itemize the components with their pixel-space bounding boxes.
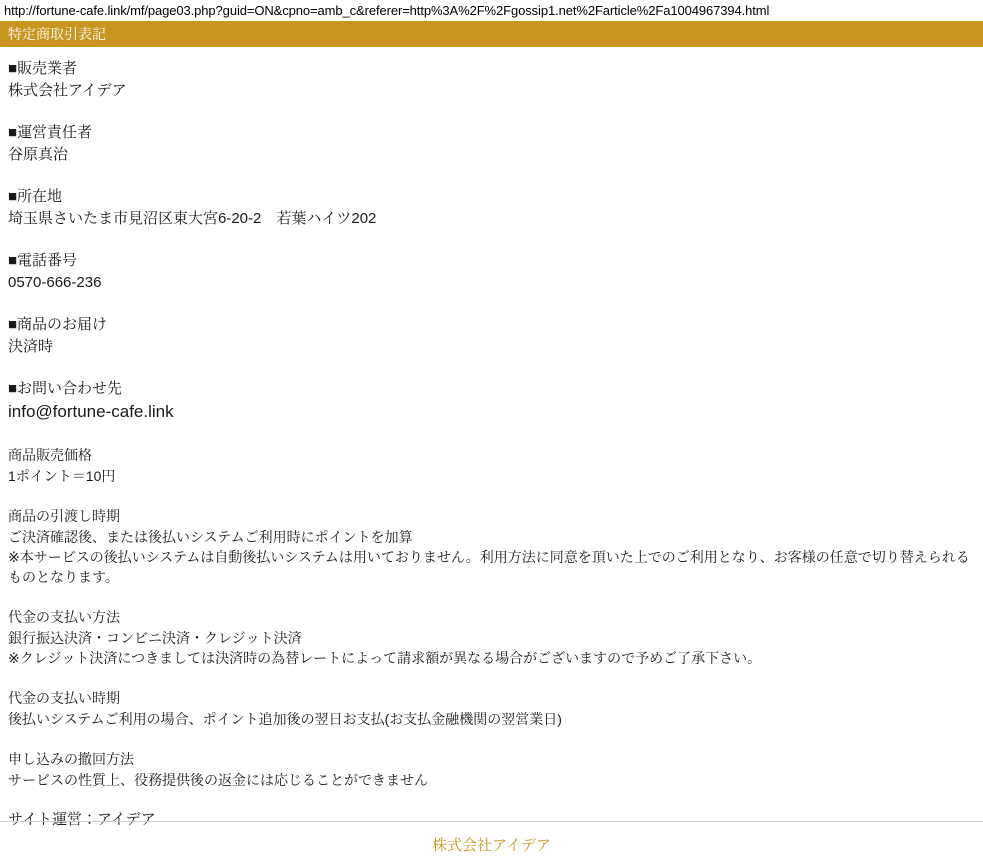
- section-delivery-value: 決済時: [8, 338, 54, 355]
- contact-email[interactable]: info@fortune-cafe.link: [8, 402, 174, 421]
- section-contact: [8, 379, 975, 423]
- section-manager: [8, 123, 975, 165]
- section-manager-heading: ■運営責任者: [8, 124, 93, 141]
- site-operator: サイト運営：アイデア: [8, 811, 156, 828]
- address-bar-url: http://fortune-cafe.link/mf/page03.php?guid=ON&cpno=amb_c&referer=http%3A%2F%2Fgossip1.net%2Farticle%2Fa1004967394.html: [4, 3, 770, 18]
- section-seller-heading: ■販売業者: [8, 60, 78, 77]
- term-price-body: 1ポイント＝10円: [8, 468, 116, 484]
- page-footer: [0, 821, 983, 866]
- section-delivery: [8, 315, 975, 357]
- term-payment-time-body: 後払いシステムご利用の場合、ポイント追加後の翌日お支払(お支払金融機関の翌営業日): [8, 711, 562, 727]
- term-withdrawal-label: 申し込みの撤回方法: [8, 751, 134, 767]
- section-phone-heading: ■電話番号: [8, 252, 78, 269]
- term-delivery-time: [8, 506, 975, 587]
- term-price: [8, 445, 975, 486]
- term-delivery-time-body: ご決済確認後、または後払いシステムご利用時にポイントを加算: [8, 529, 413, 545]
- term-delivery-time-note: ※本サービスの後払いシステムは自動後払いシステムは用いておりません。利用方法に同意を頂いた上でのご利用となり、お客様の任意で切り替えられるものとなります。: [8, 549, 970, 585]
- section-address: [8, 187, 975, 229]
- section-seller-value: 株式会社アイデア: [8, 82, 127, 99]
- section-contact-heading: ■お問い合わせ先: [8, 380, 123, 397]
- section-address-value: 埼玉県さいたま市見沼区東大宮6-20-2 若葉ハイツ202: [8, 210, 377, 227]
- section-phone: [8, 251, 975, 293]
- page-content: [0, 47, 983, 830]
- term-payment-time-label: 代金の支払い時期: [8, 690, 120, 706]
- section-phone-value: 0570-666-236: [8, 274, 102, 291]
- section-manager-value: 谷原真治: [8, 146, 69, 163]
- term-payment-method-label: 代金の支払い方法: [8, 609, 120, 625]
- term-payment-time: [8, 688, 975, 729]
- term-price-label: 商品販売価格: [8, 447, 92, 463]
- term-withdrawal: [8, 749, 975, 790]
- section-delivery-heading: ■商品のお届け: [8, 316, 108, 333]
- section-seller: [8, 59, 975, 101]
- term-payment-method-note: ※クレジット決済につきましては決済時の為替レートによって請求額が異なる場合がございますので予めご了承下さい。: [8, 650, 762, 666]
- term-withdrawal-body: サービスの性質上、役務提供後の返金には応じることができません: [8, 772, 428, 788]
- term-payment-method-body: 銀行振込決済・コンビニ決済・クレジット決済: [8, 630, 302, 646]
- address-bar[interactable]: [0, 0, 983, 21]
- section-address-heading: ■所在地: [8, 188, 63, 205]
- footer-company-name: 株式会社アイデア: [432, 836, 551, 854]
- term-payment-method: [8, 607, 975, 668]
- page-title: 特定商取引表記: [8, 26, 106, 42]
- term-delivery-time-label: 商品の引渡し時期: [8, 508, 120, 524]
- page-title-band: [0, 21, 983, 47]
